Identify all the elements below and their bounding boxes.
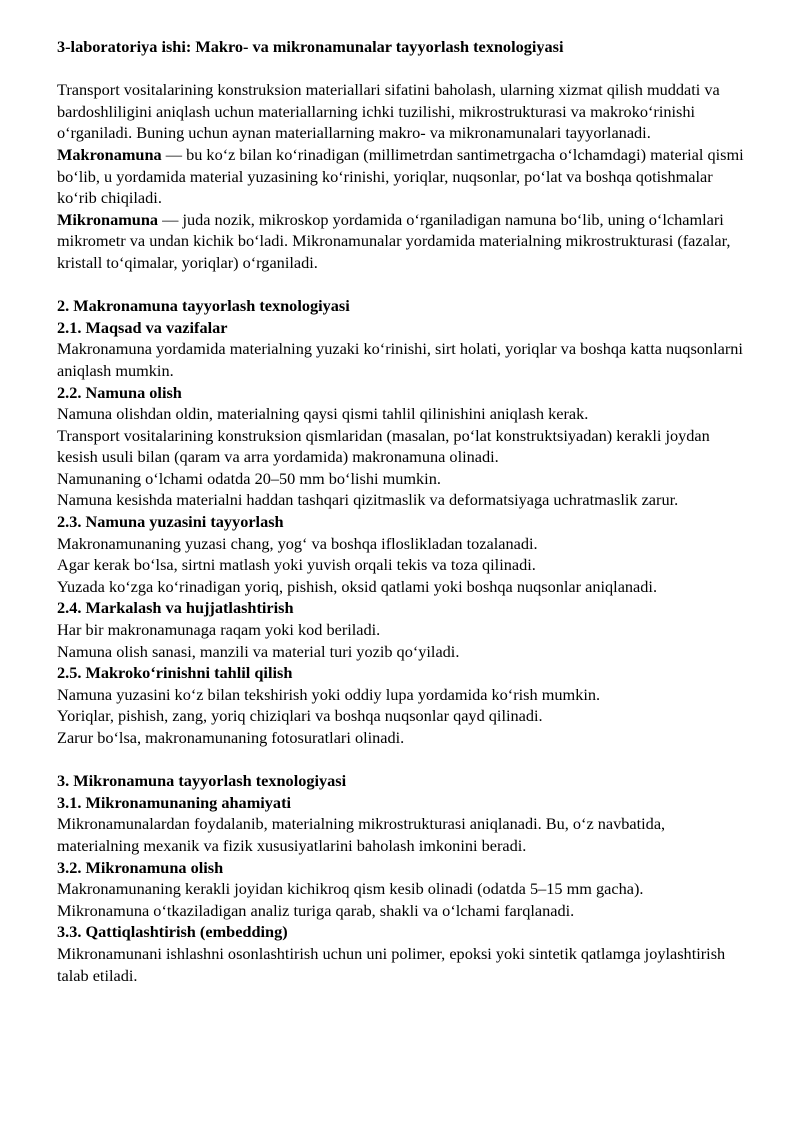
section-3-2-line: Mikronamuna o‘tkaziladigan analiz turiga qarab, shakli va o‘lchami farqlanadi. — [57, 900, 575, 920]
macro-definition — [57, 144, 747, 209]
section-3-1-heading: 3.1. Mikronamunaning ahamiyati — [57, 792, 292, 812]
micro-term: Mikronamuna — [57, 209, 159, 229]
section-2-2-heading: 2.2. Namuna olish — [57, 382, 182, 402]
section-3-3-heading: 3.3. Qattiqlashtirish (embedding) — [57, 922, 288, 942]
section-2-5-line: Zarur bo‘lsa, makronamunaning fotosuratlari olinadi. — [57, 728, 405, 747]
spacer — [57, 274, 747, 296]
spacer — [57, 749, 747, 771]
section-2-1-heading: 2.1. Maqsad va vazifalar — [57, 317, 228, 337]
spacer — [57, 58, 747, 80]
document-page — [57, 36, 747, 986]
section-2-3-heading: 2.3. Namuna yuzasini tayyorlash — [57, 512, 284, 532]
section-2-2-line: Namunaning o‘lchami odatda 20–50 mm bo‘lishi mumkin. — [57, 468, 441, 488]
section-2-4-line: Namuna olish sanasi, manzili va material turi yozib qo‘yiladi. — [57, 641, 460, 661]
section-2-2-line: Namuna olishdan oldin, materialning qaysi qismi tahlil qilinishini aniqlash kerak. — [57, 404, 589, 424]
macro-term: Makronamuna — [57, 144, 162, 164]
section-2-3-line: Yuzada ko‘zga ko‘rinadigan yoriq, pishish, oksid qatlami yoki boshqa nuqsonlar aniqlanadi. — [57, 576, 658, 596]
micro-definition — [57, 209, 747, 274]
section-3-2-line: Makronamunaning kerakli joyidan kichikroq qism kesib olinadi (odatda 5–15 mm gacha). — [57, 879, 644, 899]
section-2-5-line: Yoriqlar, pishish, zang, yoriq chiziqlari va boshqa nuqsonlar qayd qilinadi. — [57, 706, 543, 726]
section-2-3-line: Makronamunaning yuzasi chang, yog‘ va boshqa ifloslikladan tozalanadi. — [57, 533, 538, 553]
section-2-heading: 2. Makronamuna tayyorlash texnologiyasi — [57, 296, 350, 316]
section-2-2-line: Namuna kesishda materialni haddan tashqari qizitmaslik va deformatsiyaga uchratmaslik zarur. — [57, 490, 679, 510]
section-3-2-heading: 3.2. Mikronamuna olish — [57, 857, 224, 877]
macro-definition-text: — bu ko‘z bilan ko‘rinadigan (millimetrdan santimetrgacha o‘lchamdagi) material qismi bo‘lib, u yordamida material yuzasining ko‘rinishi, yoriqlar, nuqsonlar, po‘lat va boshqa qotishmalar ko‘rib chiqiladi. — [57, 144, 744, 208]
section-2-3-line: Agar kerak bo‘lsa, sirtni matlash yoki yuvish orqali tekis va toza qilinadi. — [57, 555, 536, 575]
section-2-1-line: Makronamuna yordamida materialning yuzaki ko‘rinishi, sirt holati, yoriqlar va boshqa katta nuqsonlarni aniqlash mumkin. — [57, 339, 743, 380]
section-3-3-line: Mikronamunani ishlashni osonlashtirish uchun uni polimer, epoksi yoki sintetik qatlamga joylashtirish talab etiladi. — [57, 943, 726, 985]
intro-paragraph: Transport vositalarining konstruksion materiallari sifatini baholash, ularning xizmat qilish muddati va bardoshliligini aniqlash uchun materiallarning ichki tuzilishi, mikrostrukturasi va makroko‘rinishi o‘rganiladi. Buning uchun aynan materiallarning makro- va mikronamunalari tayyorlanadi. — [57, 80, 720, 143]
section-2-2-line: Transport vositalarining konstruksion qismlaridan (masalan, po‘lat konstruktsiyadan) kerakli joydan kesish usuli bilan (qaram va arra yordamida) makronamuna olinadi. — [57, 425, 710, 467]
document-title: 3-laboratoriya ishi: Makro- va mikronamunalar tayyorlash texnologiyasi — [57, 37, 564, 56]
section-2-4-line: Har bir makronamunaga raqam yoki kod beriladi. — [57, 620, 381, 640]
section-2-5-heading: 2.5. Makroko‘rinishni tahlil qilish — [57, 663, 293, 683]
section-3-1-line: Mikronamunalardan foydalanib, materialning mikrostrukturasi aniqlanadi. Bu, o‘z navbatida, materialning mexanik va fizik xususiyatlarini baholash imkonini beradi. — [57, 814, 666, 855]
section-2-5-line: Namuna yuzasini ko‘z bilan tekshirish yoki oddiy lupa yordamida ko‘rish mumkin. — [57, 684, 601, 704]
section-2-4-heading: 2.4. Markalash va hujjatlashtirish — [57, 598, 294, 618]
section-3-heading: 3. Mikronamuna tayyorlash texnologiyasi — [57, 771, 347, 791]
micro-definition-text: — juda nozik, mikroskop yordamida o‘rganiladigan namuna bo‘lib, uning o‘lchamlari mikrometr va undan kichik bo‘ladi. Mikronamunalar yordamida materialning mikrostrukturasi (fazalar, kristall to‘qimalar, yoriqlar) o‘rganiladi. — [57, 209, 731, 272]
